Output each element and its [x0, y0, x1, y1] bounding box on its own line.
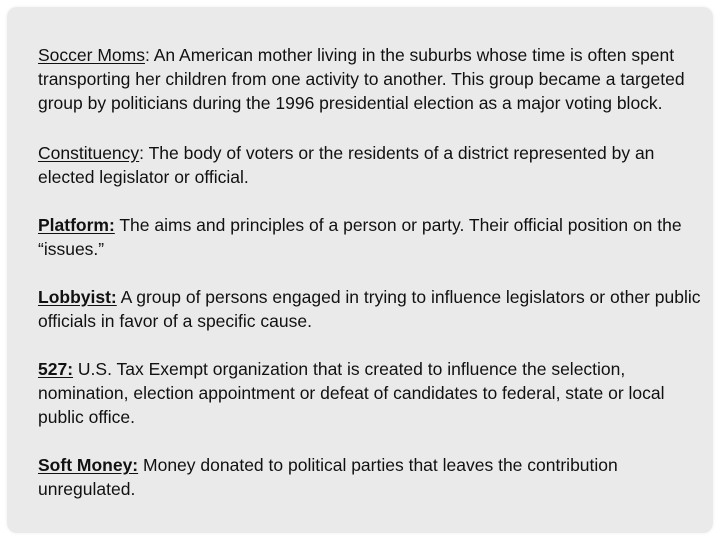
definition-text: The aims and principles of a person or party. Their official position on the “issues.”: [38, 215, 682, 259]
definition-term: Platform:: [38, 215, 115, 235]
definition-soccer-moms: [38, 43, 708, 115]
definition-term: Constituency: [38, 143, 140, 163]
definition-text: Money donated to political parties that leaves the contribution unregulated.: [38, 455, 618, 499]
definition-soft-money: [38, 453, 708, 501]
definition-term: 527:: [38, 359, 74, 379]
definition-527: [38, 357, 708, 429]
definition-text: The body of voters or the residents of a district represented by an elected legislator or official.: [38, 143, 655, 187]
definition-platform: [38, 213, 708, 261]
definition-list: [38, 43, 708, 525]
definition-text: U.S. Tax Exempt organization that is created to influence the selection, nomination, election appointment or defeat of candidates to federal, state or local public office.: [38, 359, 665, 427]
definition-constituency: [38, 141, 708, 189]
slide-panel: [7, 7, 713, 533]
definition-term: Lobbyist:: [38, 287, 117, 307]
definition-separator: :: [139, 143, 149, 163]
definition-term: Soccer Moms: [38, 45, 145, 65]
definition-text: An American mother living in the suburbs whose time is often spent transporting her children from one activity to another. This group became a targeted group by politicians during the 1996 presidential election as a major voting block.: [38, 45, 685, 113]
definition-term: Soft Money:: [38, 455, 139, 475]
definition-separator: :: [144, 45, 154, 65]
definition-lobbyist: [38, 285, 708, 333]
definition-text: A group of persons engaged in trying to influence legislators or other public officials in favor of a specific cause.: [38, 287, 701, 331]
